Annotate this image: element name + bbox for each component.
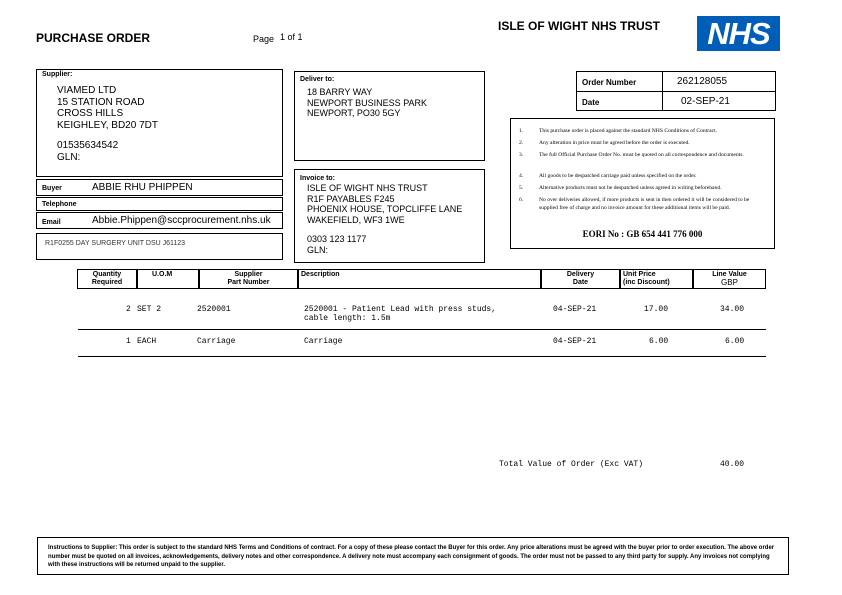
note-item: 5. Alternative products must not be despatched unless agreed in writing beforehand.	[519, 185, 722, 191]
note-item: 2. Any alteration in price must be agreed before the order is executed.	[519, 140, 690, 146]
buyer-name: ABBIE RHU PHIPPEN	[92, 182, 193, 193]
buyer-label: Buyer	[42, 185, 62, 192]
note-item: 1. This purchase order is placed against the standard NHS Conditions of Contract.	[519, 128, 718, 134]
nhs-logo: NHS	[697, 16, 780, 51]
supplier-line: 15 STATION ROAD	[57, 96, 145, 108]
email-row	[36, 212, 283, 229]
trust-name: ISLE OF WIGHT NHS TRUST	[498, 19, 660, 33]
order-number-label: Order Number	[582, 78, 637, 87]
supplier-phone: 01535634542	[57, 140, 119, 151]
email-label: Email	[42, 219, 61, 226]
supplier-gln: GLN:	[57, 152, 81, 163]
supplier-label: Supplier:	[42, 71, 73, 78]
reference-box	[36, 233, 283, 260]
deliver-to-label: Deliver to:	[300, 76, 335, 83]
row-divider	[78, 356, 766, 357]
invoice-to-address	[307, 183, 462, 225]
invoice-to-label: Invoice to:	[300, 175, 336, 182]
eori-number: EORI No : GB 654 441 776 000	[582, 229, 703, 239]
supplier-line: CROSS HILLS	[57, 108, 124, 119]
header-delivery-date: Delivery Date	[541, 269, 620, 289]
buyer-row	[36, 179, 283, 196]
supplier-line: KEIGHLEY, BD20 7DT	[57, 119, 158, 131]
deliver-line: 18 BARRY WAY	[307, 87, 373, 97]
invoice-line: R1F PAYABLES F245	[307, 193, 395, 204]
deliver-line: NEWPORT BUSINESS PARK	[307, 97, 428, 108]
deliver-to-box	[294, 71, 485, 161]
header-quantity: Quantity Required	[77, 269, 137, 289]
supplier-line: VIAMED LTD	[57, 85, 117, 96]
telephone-label: Telephone	[42, 201, 77, 208]
header-description: Description	[298, 269, 541, 289]
order-number-value: 262128055	[677, 76, 728, 87]
telephone-row	[36, 197, 283, 211]
email-value: Abbie.Phippen@sccprocurement.nhs.uk	[92, 215, 271, 226]
invoice-to-box	[294, 169, 485, 263]
total-label: Total Value of Order (Exc VAT)	[499, 460, 644, 469]
invoice-gln: GLN:	[307, 245, 329, 255]
note-item: 3. The full Official Purchase Order No. must be quoted on all correspondence and documents.	[519, 152, 744, 158]
total-value: 40.00	[720, 460, 745, 469]
order-info-box	[576, 71, 776, 111]
supplier-instructions-box	[37, 537, 789, 575]
deliver-line: NEWPORT, PO30 5GY	[307, 108, 401, 118]
supplier-box	[36, 69, 283, 177]
header-supplier-part: Supplier Part Number	[199, 269, 298, 289]
note-item: 6. No over deliveries allowed, if more products is sent in then ordered it will be considered to be supplied free of charge and no invoice amount for these additional items will be paid.	[519, 197, 750, 211]
supplier-address	[57, 85, 158, 131]
terms-notes-box	[510, 118, 775, 249]
row-divider	[78, 329, 766, 330]
order-date-value: 02-SEP-21	[681, 96, 730, 107]
invoice-line: WAKEFIELD, WF3 1WE	[307, 214, 405, 225]
supplier-instructions: Instructions to Supplier: This order is subject to the standard NHS Terms and Conditions of contract. For a copy of these please contact the Buyer for this order. Any price alterations must be agreed with the buyer prior to order execution. The above order number must be quoted on all invoices, acknowledgements, delivery notes and other correspondence. A delivery note must accompany each consignment of goods. The order must not be passed to any third party for supply. Any invoices not complying with these instructions will be returned unpaid to the supplier.	[48, 545, 775, 568]
order-info-divider	[577, 91, 775, 92]
invoice-line: PHOENIX HOUSE, TOPCLIFFE LANE	[307, 204, 463, 214]
header-line-value: Line Value GBP	[693, 269, 766, 289]
note-item: 4. All goods to be despatched carriage paid unless specified on the order.	[519, 173, 697, 179]
header-uom: U.O.M	[137, 269, 199, 289]
page-label: Page	[253, 34, 275, 44]
order-date-label: Date	[582, 98, 600, 107]
order-info-vdivider	[662, 72, 663, 110]
invoice-phone: 0303 123 1177	[307, 234, 367, 244]
header-unit-price: Unit Price (inc Discount)	[620, 269, 693, 289]
page-number: 1 of 1	[280, 32, 303, 42]
document-title: PURCHASE ORDER	[36, 31, 151, 45]
deliver-to-address	[307, 87, 427, 119]
order-reference: R1F0255 DAY SURGERY UNIT DSU J61123	[45, 240, 186, 247]
invoice-line: ISLE OF WIGHT NHS TRUST	[307, 183, 428, 193]
